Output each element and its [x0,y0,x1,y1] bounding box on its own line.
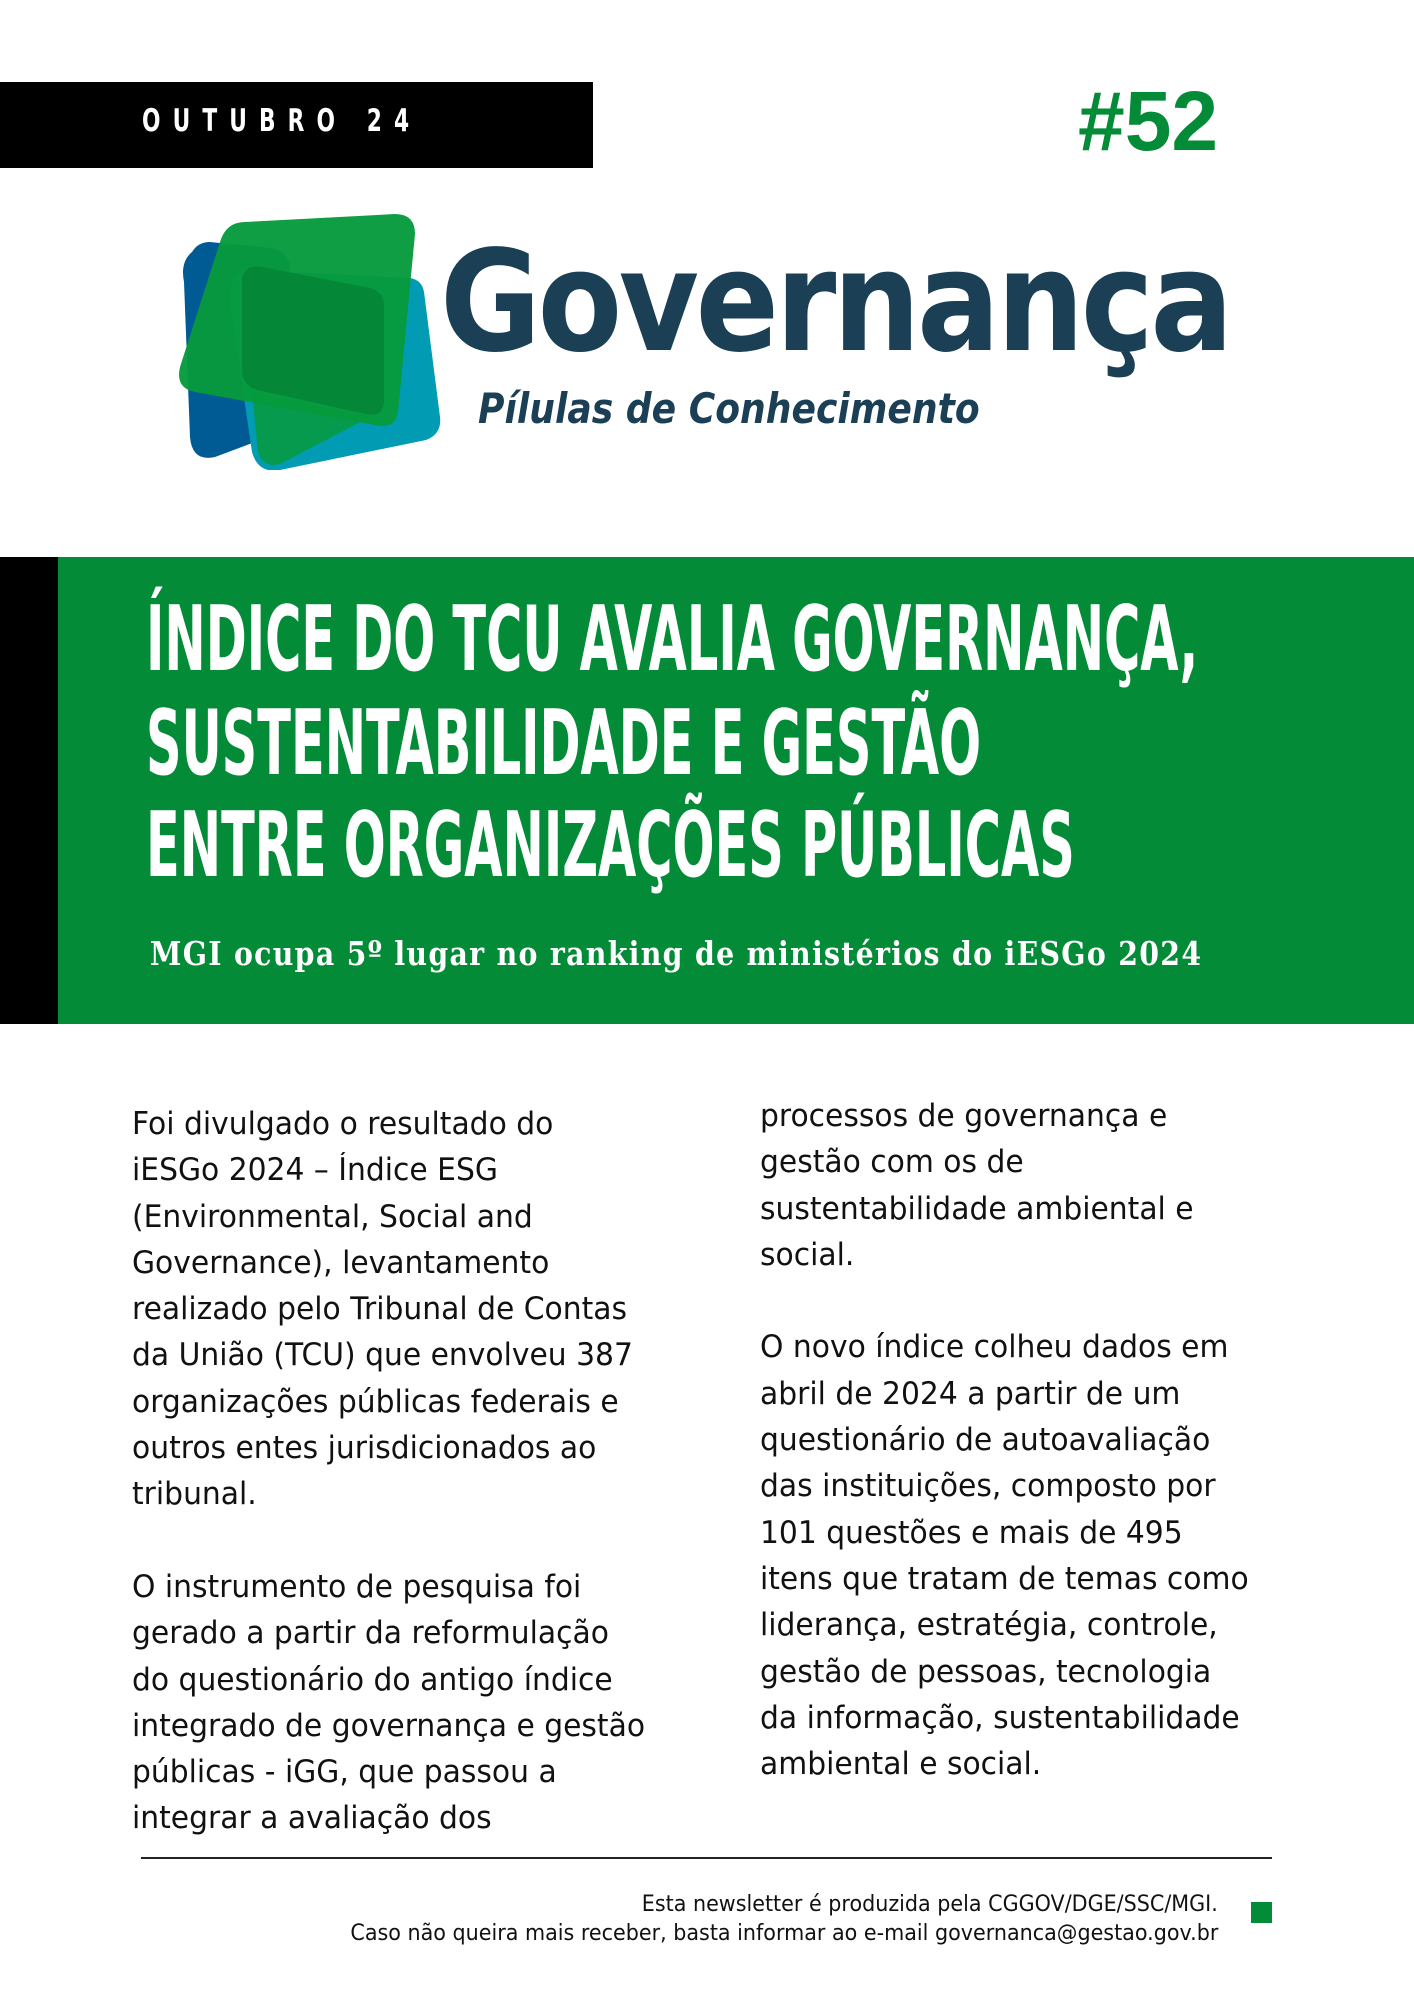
article-line: ambiental e social. [760,1746,1042,1783]
article-line: O instrumento de pesquisa foi [132,1568,582,1605]
headline-line-3: ENTRE ORGANIZAÇÕES PÚBLICAS [146,793,1075,898]
article-line: Foi divulgado o resultado do [132,1106,554,1142]
article-left-column [132,1101,732,1842]
headline-subtitle: MGI ocupa 5º lugar no ranking de ministérios do iESGo 2024 [150,934,1203,973]
article-line: processos de governança e [760,1098,1168,1134]
article-line: integrar a avaliação dos [132,1800,492,1837]
article-line: gerado a partir da reformulação [132,1615,609,1652]
article-line: (Environmental, Social and [132,1198,533,1235]
article-line: das instituições, composto por [760,1468,1216,1505]
article-line: organizações públicas federais e [132,1383,619,1420]
article-line: iESGo 2024 – Índice ESG [132,1152,498,1189]
paragraph-gap [132,1518,732,1564]
issue-date: OUTUBRO 24 [142,103,422,139]
footer-divider [141,1857,1272,1859]
article-line: outros entes jurisdicionados ao [132,1430,597,1467]
headline-line-1: ÍNDICE DO TCU AVALIA GOVERNANÇA, [146,587,1199,692]
article-line: sustentabilidade ambiental e [760,1190,1194,1227]
article-line: questionário de autoavaliação [760,1422,1211,1459]
article-line: da União (TCU) que envolveu 387 [132,1337,633,1374]
headline-line-2: SUSTENTABILIDADE E GESTÃO [146,691,982,796]
brand-title: Governança [440,221,1230,384]
article-line: realizado pelo Tribunal de Contas [132,1291,628,1328]
article-line: gestão com os de [760,1144,1024,1181]
article-line: abril de 2024 a partir de um [760,1375,1181,1412]
brand-subtitle: Pílulas de Conhecimento [478,384,980,433]
article-line: liderança, estratégia, controle, [760,1607,1218,1644]
paragraph-gap [760,1278,1360,1324]
article-line: Governance), levantamento [132,1244,550,1281]
article-line: integrado de governança e gestão [132,1707,646,1744]
article-line: itens que tratam de temas como [760,1560,1249,1597]
article-line: públicas - iGG, que passou a [132,1754,557,1791]
article-line: 101 questões e mais de 495 [760,1514,1183,1551]
footer-producer-text: Esta newsletter é produzida pela CGGOV/DGE/SSC/MGI. [641,1892,1218,1917]
article-line: da informação, sustentabilidade [760,1699,1240,1736]
issue-number: #52 [1078,74,1219,168]
article-line: O novo índice colheu dados em [760,1329,1229,1366]
governanca-logo-icon [170,212,442,470]
footer-unsubscribe-text: Caso não queira mais receber, basta informar ao e-mail governanca@gestao.gov.br [350,1921,1218,1946]
article-line: tribunal. [132,1476,257,1513]
green-square-icon [1251,1902,1272,1923]
article-right-column [760,1093,1360,1787]
article-line: gestão de pessoas, tecnologia [760,1653,1212,1690]
article-line: do questionário do antigo índice [132,1661,613,1698]
banner-accent-strip [0,557,58,1024]
article-line: social. [760,1236,855,1273]
